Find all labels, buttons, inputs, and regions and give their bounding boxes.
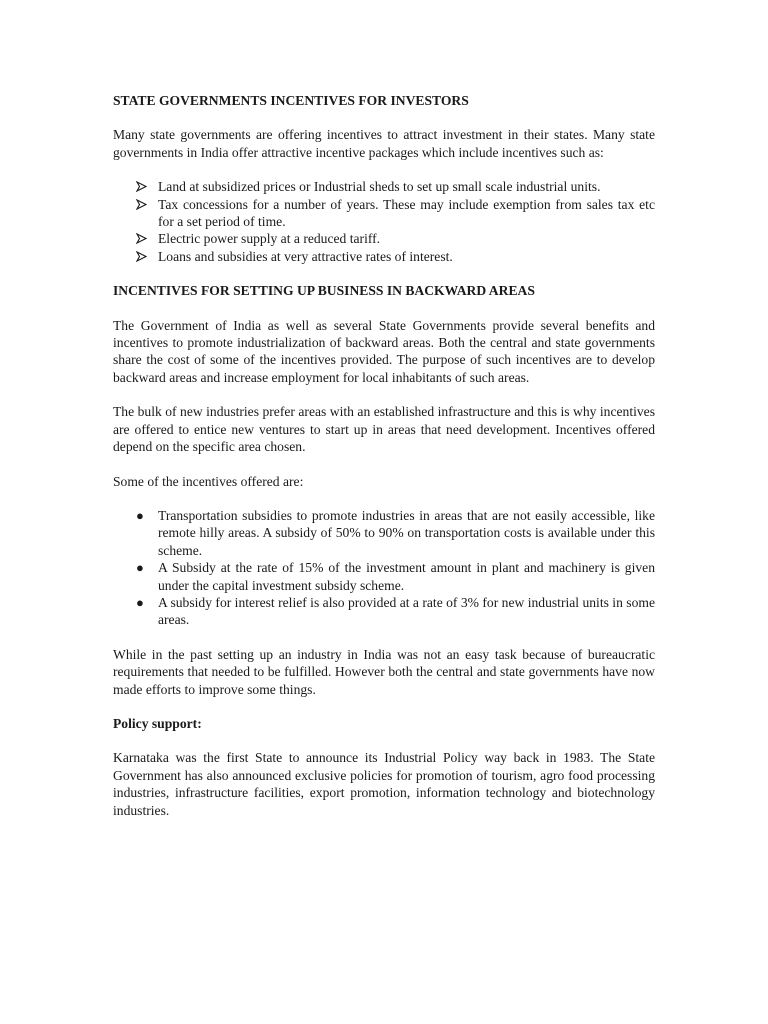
policy-paragraph: Karnataka was the first State to announce its Industrial Policy way back in 1983. The State Government has also announced exclusive policies for promotion of tourism, agro food processing industries, infrastructure facilities, export promotion, information technology and biotechnology industries. — [113, 750, 655, 818]
section-heading-policy-support: Policy support: — [113, 715, 202, 731]
list-item-text: A Subsidy at the rate of 15% of the investment amount in plant and machinery is given under the capital investment subsidy scheme. — [158, 560, 655, 593]
list-item-text: Tax concessions for a number of years. These may include exemption from sales tax etc for a set period of time. — [158, 196, 655, 230]
list-item — [113, 594, 655, 629]
section-heading-state-incentives: STATE GOVERNMENTS INCENTIVES FOR INVESTORS — [113, 93, 469, 108]
list-item — [113, 178, 655, 195]
round-bullet-icon: ● — [136, 560, 144, 576]
list-item — [113, 196, 655, 231]
list-item — [113, 559, 655, 594]
list-item-text: Transportation subsidies to promote industries in areas that are not easily accessible, like remote hilly areas. A subsidy of 50% to 90% on transportation costs is available under this scheme. — [158, 507, 655, 558]
list-item — [113, 507, 655, 559]
backward-incentives-list — [113, 507, 655, 629]
backward-paragraph-2: The bulk of new industries prefer areas with an established infrastructure and this is why incentives are offered to entice new ventures to start up in areas that need development. Incentives offered depend on the specific area chosen. — [113, 404, 655, 455]
list-item-text: Land at subsidized prices or Industrial sheds to set up small scale industrial units. — [158, 179, 601, 195]
state-intro-paragraph: Many state governments are offering incentives to attract investment in their states. Many state governments in India offer attractive incentive packages which include incentives such as: — [113, 127, 655, 160]
round-bullet-icon: ● — [136, 507, 144, 523]
list-item — [113, 230, 655, 247]
round-bullet-icon: ● — [136, 594, 144, 610]
backward-paragraph-3: Some of the incentives offered are: — [113, 473, 304, 489]
arrowhead-bullet-icon — [136, 230, 150, 244]
list-item-text: A subsidy for interest relief is also provided at a rate of 3% for new industrial units in some areas. — [158, 594, 655, 628]
state-incentives-list — [113, 178, 655, 265]
section-heading-backward-areas: INCENTIVES FOR SETTING UP BUSINESS IN BACKWARD AREAS — [113, 283, 535, 299]
arrowhead-bullet-icon — [136, 248, 150, 262]
arrowhead-bullet-icon — [136, 196, 150, 210]
document-page — [113, 92, 655, 819]
list-item-text: Loans and subsidies at very attractive rates of interest. — [158, 248, 453, 264]
backward-paragraph-4: While in the past setting up an industry in India was not an easy task because of bureaucratic requirements that needed to be fulfilled. However both the central and state governments have now made efforts to improve some things. — [113, 646, 655, 697]
list-item — [113, 248, 655, 265]
backward-paragraph-1: The Government of India as well as several State Governments provide several benefits and incentives to promote industrialization of backward areas. Both the central and state governments share the cost of some of the incentives provided. The purpose of such incentives are to develop backward areas and increase employment for local inhabitants of such areas. — [113, 317, 655, 385]
arrowhead-bullet-icon — [136, 178, 150, 192]
list-item-text: Electric power supply at a reduced tariff. — [158, 231, 381, 247]
